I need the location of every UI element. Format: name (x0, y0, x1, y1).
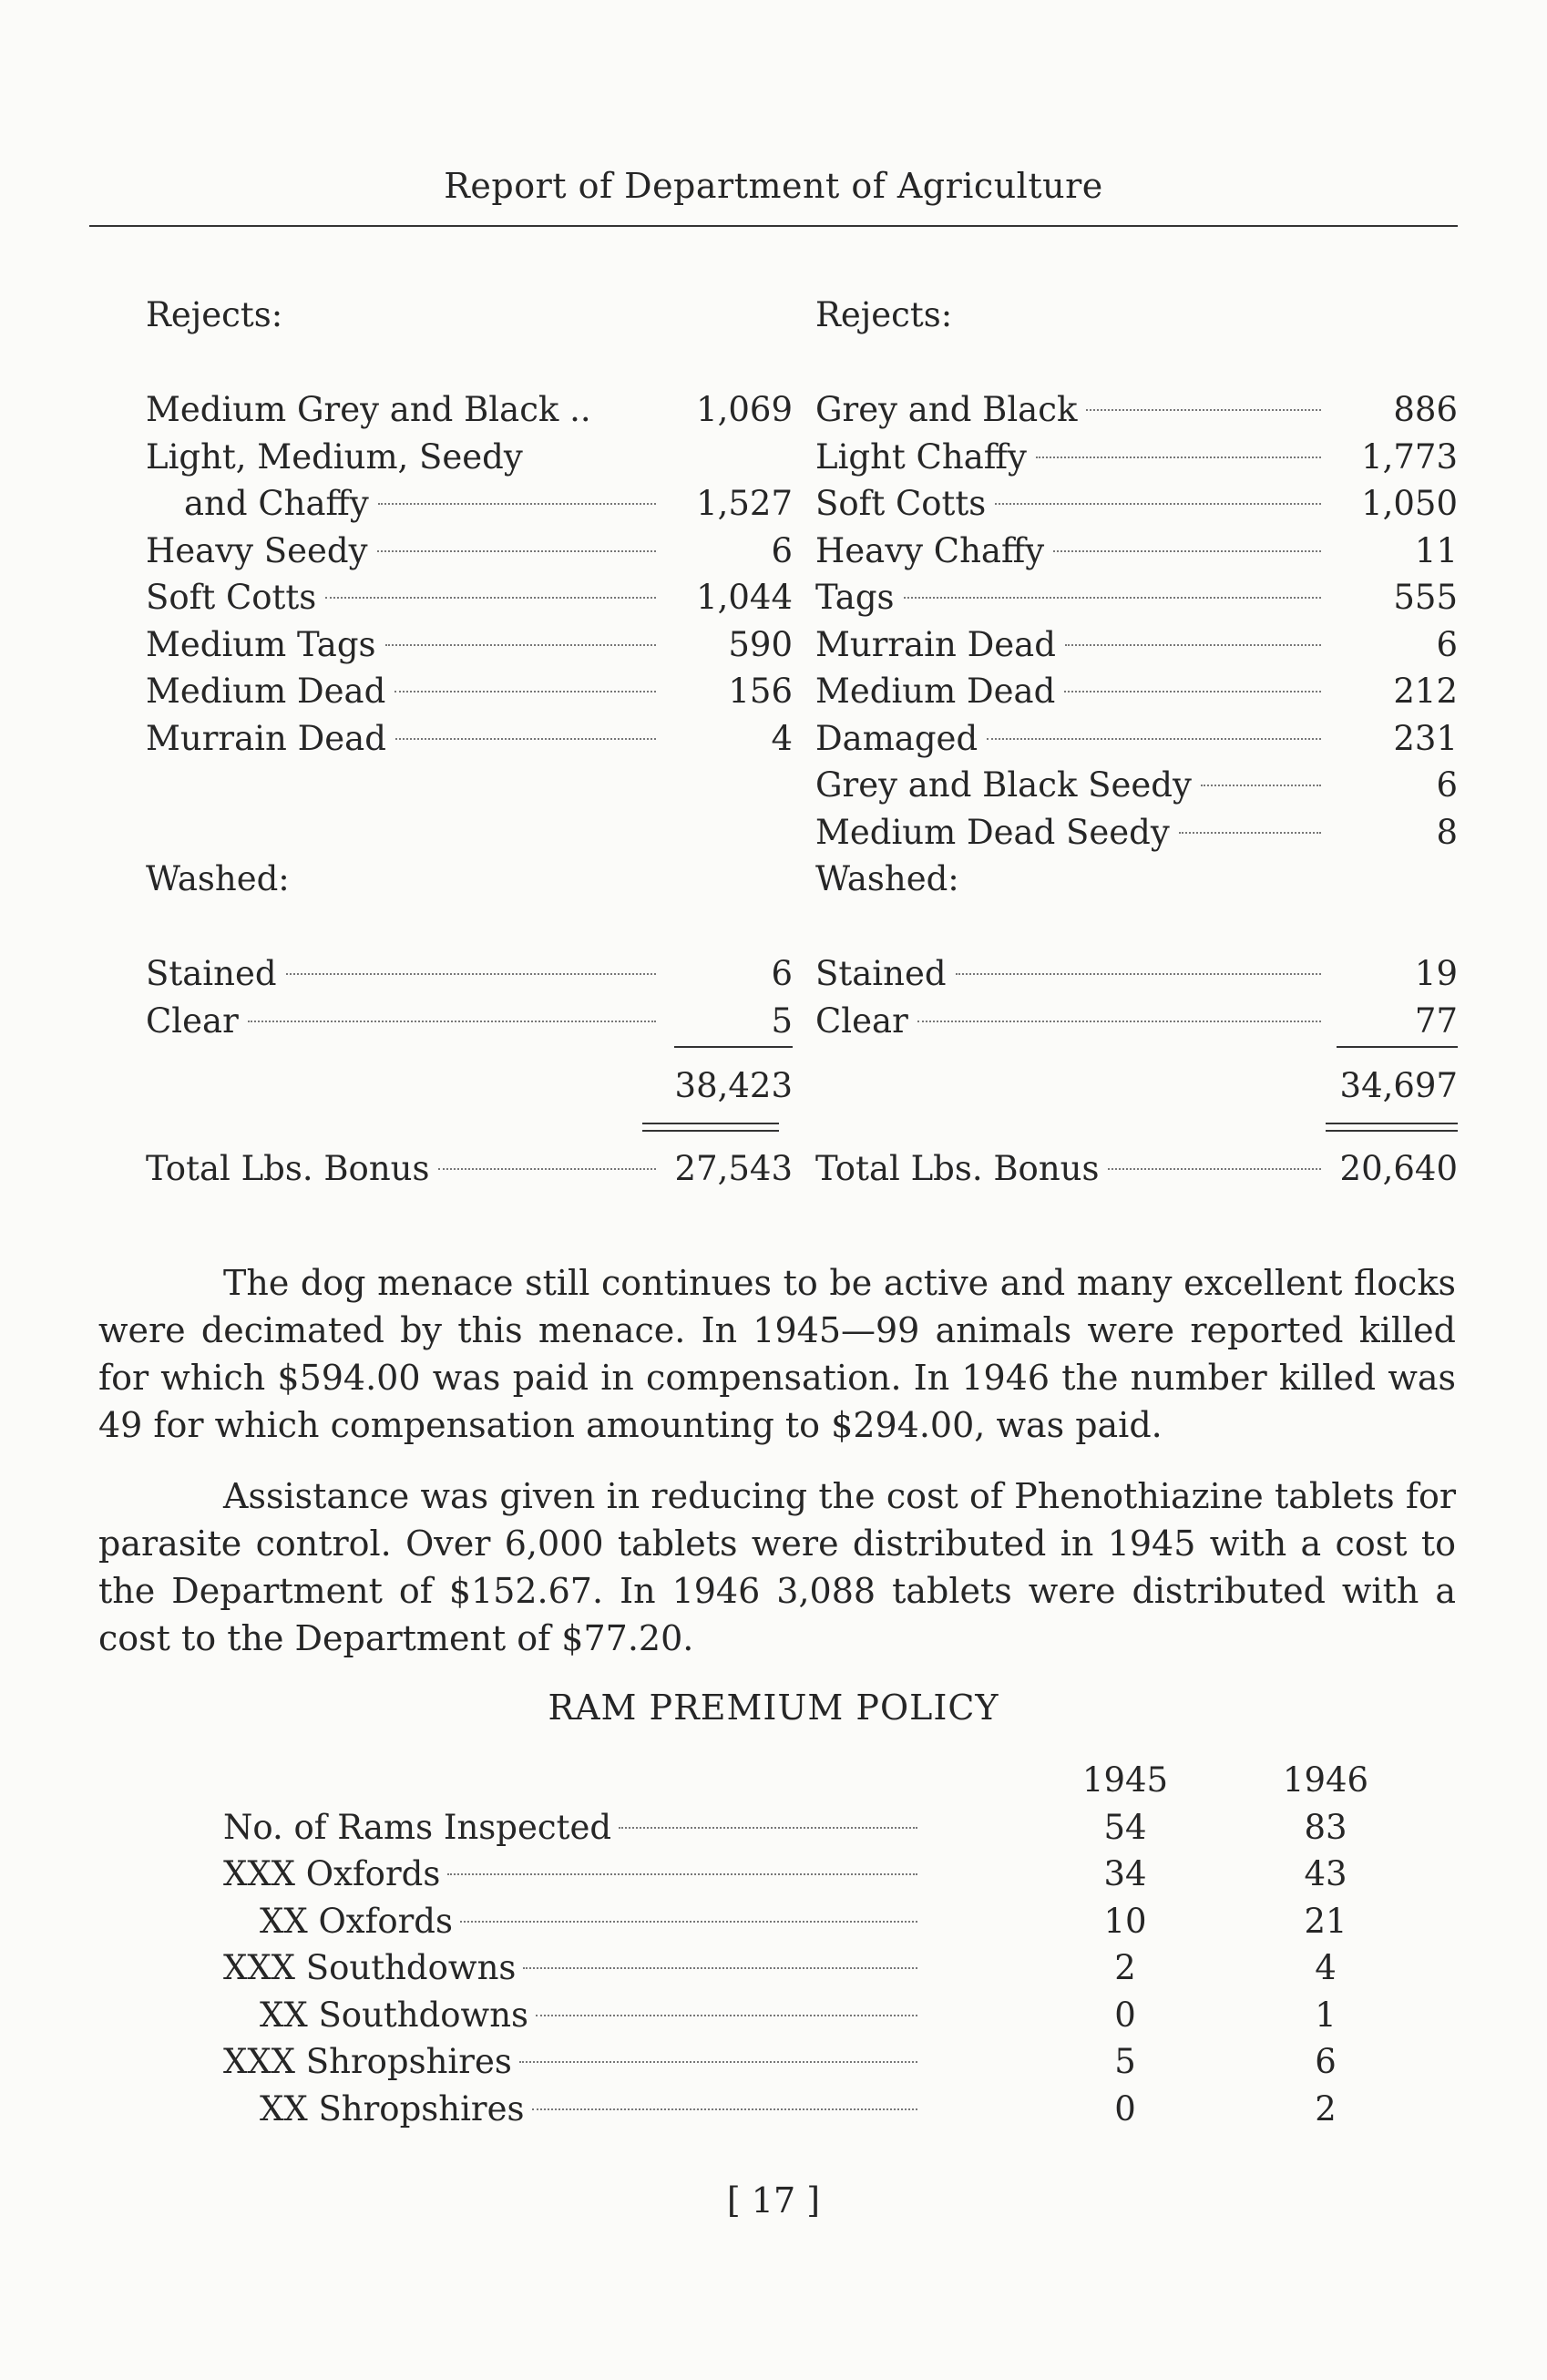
table-row (815, 715, 1458, 763)
row-value: 886 (1393, 390, 1458, 429)
bonus-value-left: 27,543 (674, 1149, 793, 1188)
table-row (146, 434, 793, 481)
row-label: Clear (146, 1000, 239, 1041)
row-label: Tags (815, 578, 895, 617)
table-row (815, 809, 1458, 857)
ram-premium-title: RAM PREMIUM POLICY (548, 1688, 999, 1728)
table-row (146, 715, 793, 763)
row-value: 1,527 (696, 484, 793, 523)
left-rejects-list (146, 386, 793, 762)
running-head: Report of Department of Agriculture (444, 166, 1103, 206)
right-washed-list (815, 950, 1458, 1044)
row-value: 555 (1393, 578, 1458, 617)
paragraph-phenothiazine: Assistance was given in reducing the cost of Phenothiazine tablets for parasite control. Over 6,000 tablets were distributed in 1945 with a cost to the Department of $152.67. In 1946 3,088 tablets were distributed with a cost to the Department of $77.20. (98, 1476, 1456, 1658)
table-row (146, 998, 793, 1045)
row-label: Clear (815, 1000, 908, 1041)
row-label: Medium Grey and Black .. (146, 390, 591, 429)
year-1946-header: 1946 (1282, 1760, 1369, 1800)
row-label: Grey and Black (815, 390, 1078, 429)
row-value: 77 (1414, 1000, 1458, 1041)
table-row (146, 574, 793, 621)
row-label: Medium Dead (815, 672, 1056, 711)
table-row (815, 762, 1458, 809)
ram-row-label: XXX Oxfords (223, 1854, 441, 1893)
row-label: Soft Cotts (146, 578, 317, 617)
row-label: Heavy Chaffy (815, 530, 1045, 570)
ram-table-row (223, 1898, 1426, 1945)
ram-value-1945: 10 (1103, 1901, 1147, 1941)
ram-row-label: No. of Rams Inspected (223, 1807, 612, 1847)
row-value: 1,773 (1361, 436, 1458, 477)
row-value: 590 (728, 624, 793, 664)
ram-table-row (223, 1992, 1426, 2039)
ram-row-label: XX Shropshires (260, 2088, 525, 2129)
ram-premium-table (223, 1757, 1426, 2132)
row-label: Medium Tags (146, 624, 376, 664)
ram-value-1945: 0 (1114, 2088, 1136, 2129)
table-row (815, 998, 1458, 1045)
rejects-heading-left: Rejects: (146, 295, 283, 334)
row-label: Stained (146, 954, 277, 993)
table-row (815, 528, 1458, 575)
washed-heading-right: Washed: (815, 859, 959, 898)
row-value: 6 (1436, 624, 1458, 664)
table-row (815, 668, 1458, 715)
row-label: Light, Medium, Seedy (146, 436, 523, 477)
right-total-rule (1337, 1046, 1458, 1048)
row-value: 6 (1436, 765, 1458, 805)
ram-row-label: XXX Southdowns (223, 1948, 517, 1987)
rejects-heading-right: Rejects: (815, 295, 953, 334)
ram-table-row (223, 1804, 1426, 1852)
ram-value-1945: 5 (1114, 2042, 1136, 2081)
table-row (815, 574, 1458, 621)
table-row (815, 386, 1458, 434)
row-value: 6 (771, 954, 793, 993)
table-row (815, 950, 1458, 998)
row-value: 5 (771, 1000, 793, 1041)
right-double-rule (1326, 1123, 1458, 1132)
ram-table-header (223, 1757, 1426, 1804)
ram-value-1945: 34 (1103, 1854, 1147, 1893)
table-row (146, 621, 793, 669)
row-label: Damaged (815, 718, 978, 758)
left-bonus (146, 1145, 793, 1193)
ram-value-1946: 83 (1304, 1807, 1347, 1847)
right-bonus (815, 1145, 1458, 1193)
row-label: Grey and Black Seedy (815, 765, 1192, 805)
ram-value-1945: 54 (1103, 1807, 1147, 1847)
row-label: Soft Cotts (815, 484, 987, 523)
left-washed-list (146, 950, 793, 1044)
ram-value-1945: 2 (1114, 1948, 1136, 1987)
table-row (815, 434, 1458, 481)
year-1945-header: 1945 (1081, 1760, 1169, 1800)
row-label: Murrain Dead (815, 624, 1056, 664)
ram-value-1945: 0 (1114, 1995, 1136, 2035)
row-value: 4 (771, 718, 793, 758)
row-label: Stained (815, 954, 947, 993)
page-number: [ 17 ] (726, 2180, 821, 2221)
bonus-value-right: 20,640 (1339, 1149, 1458, 1188)
ram-table-row (223, 2038, 1426, 2086)
bonus-label-right: Total Lbs. Bonus (815, 1149, 1100, 1188)
row-label: Light Chaffy (815, 436, 1027, 477)
row-value: 1,069 (696, 390, 793, 429)
ram-table-row (223, 2086, 1426, 2133)
ram-value-1946: 1 (1315, 1995, 1337, 2035)
row-label: Murrain Dead (146, 718, 386, 758)
washed-heading-left: Washed: (146, 859, 290, 898)
row-value: 19 (1414, 954, 1458, 993)
row-label: and Chaffy (184, 484, 369, 523)
right-rejects-list (815, 386, 1458, 856)
row-value: 231 (1393, 718, 1458, 758)
row-value: 1,050 (1361, 484, 1458, 523)
table-row (815, 621, 1458, 669)
row-value: 156 (728, 672, 793, 711)
table-row (146, 668, 793, 715)
bonus-label-left: Total Lbs. Bonus (146, 1149, 430, 1188)
right-column (815, 292, 1458, 1044)
ram-row-label: XX Southdowns (260, 1995, 529, 2035)
table-row (146, 480, 793, 528)
ram-row-label: XXX Shropshires (223, 2042, 512, 2081)
left-total: 38,423 (674, 1066, 793, 1105)
left-column (146, 292, 793, 1044)
row-label: Medium Dead (146, 672, 386, 711)
table-row (815, 480, 1458, 528)
paragraph-dog-menace: The dog menace still continues to be active and many excellent flocks were decimated by this menace. In 1945—99 animals were reported killed for which $594.00 was paid in compensation. In 1946 the number killed was 49 for which compensation amounting to $294.00, was paid. (98, 1263, 1456, 1445)
row-value: 8 (1436, 812, 1458, 852)
ram-value-1946: 21 (1304, 1901, 1347, 1941)
ram-value-1946: 6 (1315, 2042, 1337, 2081)
ram-table-row (223, 1851, 1426, 1898)
ram-value-1946: 43 (1304, 1854, 1347, 1893)
row-label: Medium Dead Seedy (815, 812, 1170, 852)
table-row (146, 386, 793, 434)
left-double-rule (642, 1123, 779, 1132)
header-rule (89, 225, 1458, 227)
ram-row-label: XX Oxfords (260, 1901, 453, 1941)
row-value: 212 (1393, 672, 1458, 711)
row-value: 11 (1414, 530, 1458, 570)
row-label: Heavy Seedy (146, 530, 368, 570)
ram-table-row (223, 1944, 1426, 1992)
row-value: 6 (771, 530, 793, 570)
table-row (146, 950, 793, 998)
ram-value-1946: 4 (1315, 1948, 1337, 1987)
row-value: 1,044 (696, 578, 793, 617)
left-total-rule (674, 1046, 793, 1048)
table-row (146, 528, 793, 575)
right-total: 34,697 (1339, 1066, 1458, 1105)
ram-value-1946: 2 (1315, 2088, 1337, 2129)
